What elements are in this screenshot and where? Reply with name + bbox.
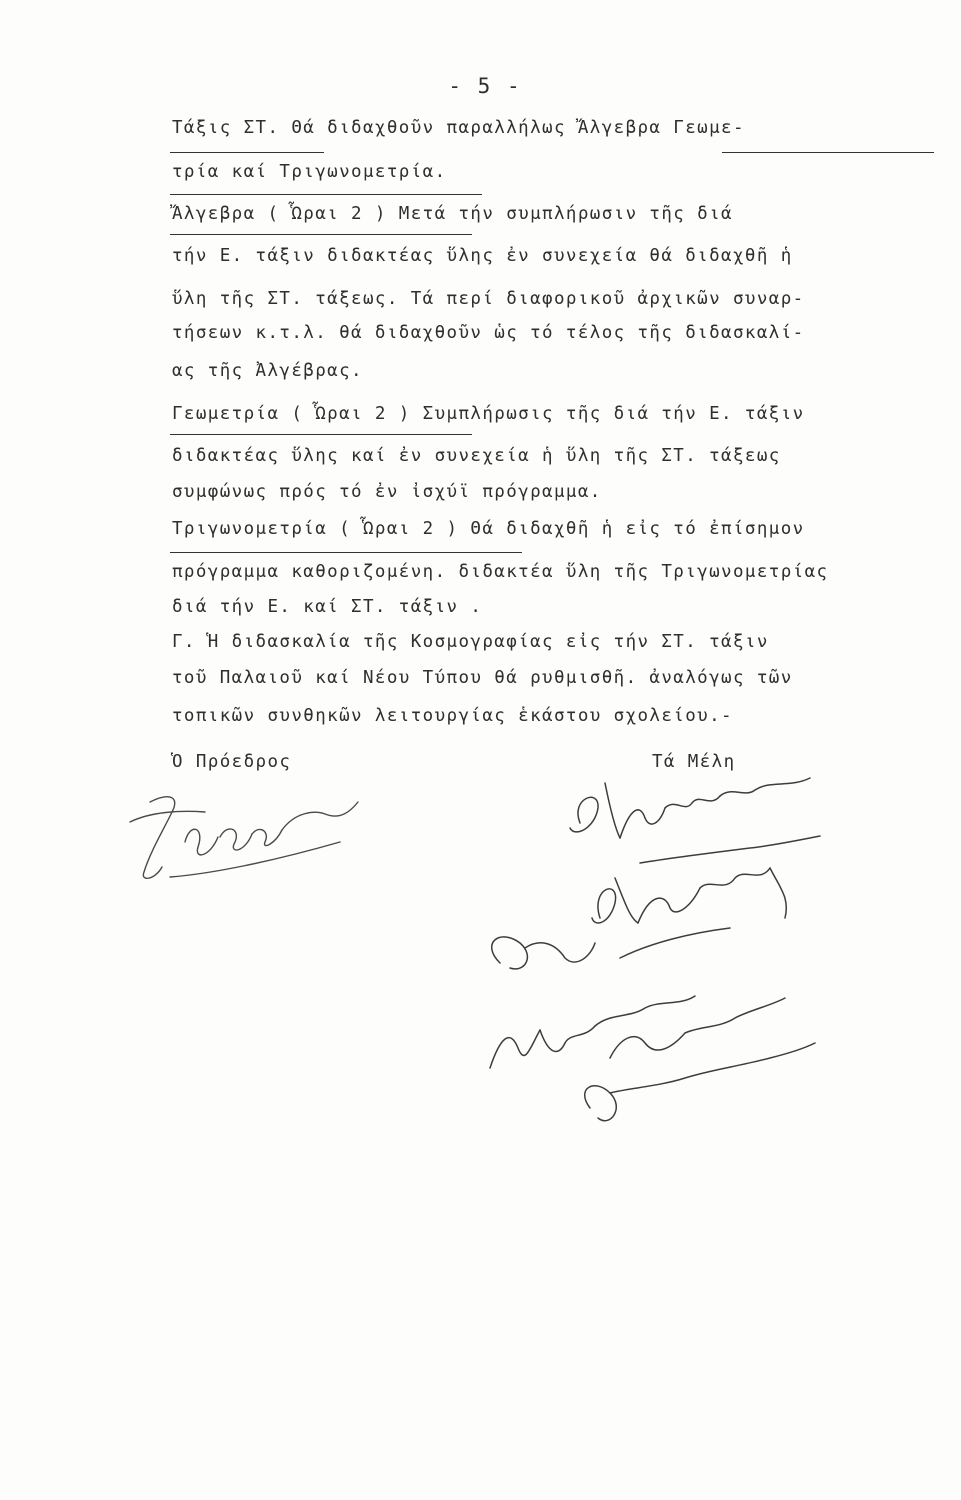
text-line-9: διδακτέας ὕλης καί ἐν συνεχεία ἡ ὕλη τῆς ΣΤ. τάξεως bbox=[172, 446, 781, 466]
underline-algebra bbox=[170, 234, 472, 235]
president-signature bbox=[110, 782, 370, 892]
text-line-12: πρόγραμμα καθοριζομένη. διδακτέα ὕλη τῆς Τριγωνομετρίας bbox=[172, 562, 829, 582]
text-line-14: Γ. Ἡ διδασκαλία τῆς Κοσμογραφίας εἰς τήν ΣΤ. τάξιν bbox=[172, 632, 769, 652]
underline-taxis bbox=[170, 152, 324, 153]
text-line-8: Γεωμετρία ( Ὧραι 2 ) Συμπλήρωσις τῆς διά τήν Ε. τάξιν bbox=[172, 404, 805, 424]
text-line-4: τήν Ε. τάξιν διδακτέας ὕλης ἐν συνεχεία θά διδαχθῆ ἡ bbox=[172, 246, 793, 266]
text-line-10: συμφώνως πρός τό ἐν ἰσχύϊ πρόγραμμα. bbox=[172, 482, 602, 502]
text-line-7: ας τῆς Ἀλγέβρας. bbox=[172, 361, 363, 381]
underline-subjects-b bbox=[170, 194, 482, 195]
text-line-16: τοπικῶν συνθηκῶν λειτουργίας ἑκάστου σχολείου.- bbox=[172, 706, 733, 726]
page-number: - 5 - bbox=[448, 74, 522, 98]
text-line-5: ὕλη τῆς ΣΤ. τάξεως. Τά περί διαφορικοῦ ἀρχικῶν συναρ- bbox=[172, 289, 805, 309]
underline-subjects-a bbox=[722, 152, 934, 153]
text-line-1: Τάξις ΣΤ. Θά διδαχθοῦν παραλλήλως Ἄλγεβρα Γεωμε- bbox=[172, 118, 745, 138]
text-line-3: Ἄλγεβρα ( Ὧραι 2 ) Μετά τήν συμπλήρωσιν τῆς διά bbox=[172, 204, 733, 224]
text-line-13: διά τήν Ε. καί ΣΤ. τάξιν . bbox=[172, 597, 483, 617]
underline-geometry bbox=[170, 434, 472, 435]
text-line-6: τήσεων κ.τ.λ. θά διδαχθοῦν ὡς τό τέλος τῆς διδασκαλί- bbox=[172, 323, 805, 343]
members-label: Τά Μέλη bbox=[652, 752, 736, 772]
members-signatures bbox=[470, 768, 850, 1148]
text-line-15: τοῦ Παλαιοῦ καί Νέου Τύπου θά ρυθμισθῆ. ἀναλόγως τῶν bbox=[172, 668, 793, 688]
president-label: Ὁ Πρόεδρος bbox=[172, 752, 292, 772]
text-line-11: Τριγωνομετρία ( Ὧραι 2 ) Θά διδαχθῆ ἡ εἰς τό ἐπίσημον bbox=[172, 519, 805, 539]
text-line-2: τρία καί Τριγωνομετρία. bbox=[172, 162, 447, 182]
underline-trigonometry bbox=[170, 552, 522, 553]
